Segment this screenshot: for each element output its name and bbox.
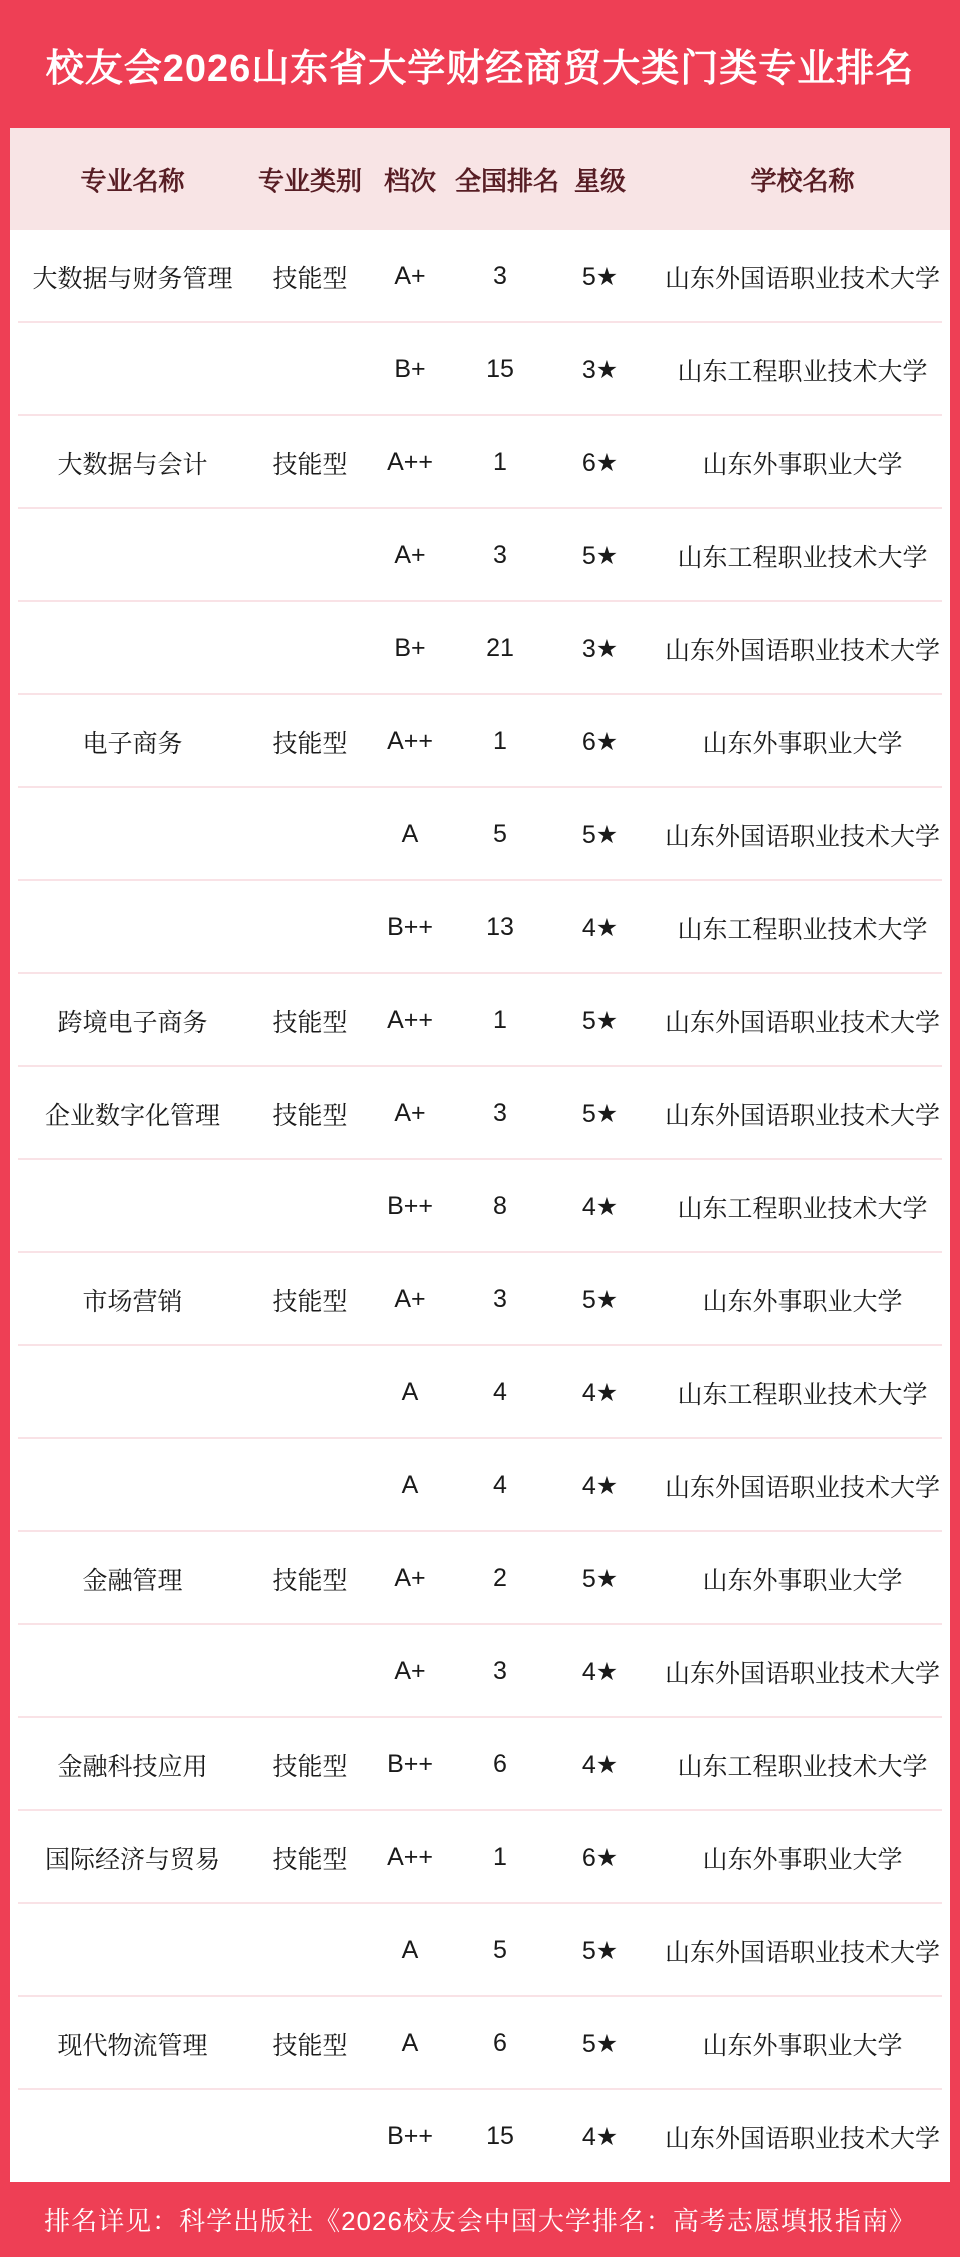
- cell-school: 山东外国语职业技术大学: [664, 822, 940, 851]
- page-title: 校友会2026山东省大学财经商贸大类门类专业排名: [45, 47, 915, 90]
- table-row: [10, 1439, 950, 1532]
- cell-grade: A: [401, 1471, 419, 1499]
- table-row: [10, 1253, 950, 1346]
- cell-star-level: 4★: [581, 1750, 619, 1779]
- cell-star-level: 6★: [581, 1843, 619, 1872]
- cell-national-rank: 3: [493, 1285, 507, 1313]
- cell-grade: A+: [394, 1657, 426, 1685]
- cell-national-rank: 3: [493, 1657, 507, 1685]
- ranking-table-card: [10, 128, 950, 2182]
- cell-grade: B++: [387, 2122, 433, 2150]
- table-row: [10, 602, 950, 695]
- cell-school: 山东外事职业大学: [702, 1287, 903, 1316]
- cell-star-level: 4★: [581, 1471, 619, 1500]
- cell-category: 技能型: [272, 2031, 348, 2060]
- cell-major: 跨境电子商务: [57, 1008, 208, 1037]
- cell-category: 技能型: [272, 1008, 348, 1037]
- cell-grade: A: [401, 1378, 419, 1406]
- table-row: [10, 1067, 950, 1160]
- table-row: [10, 974, 950, 1067]
- table-row: [10, 1625, 950, 1718]
- cell-category: 技能型: [272, 1566, 348, 1595]
- cell-school: 山东外国语职业技术大学: [664, 264, 940, 293]
- cell-national-rank: 5: [493, 820, 507, 848]
- header-cell-category: 专业类别: [257, 165, 362, 196]
- table-row: [10, 1904, 950, 1997]
- cell-national-rank: 13: [486, 913, 514, 941]
- cell-category: 技能型: [272, 1287, 348, 1316]
- table-row: [10, 323, 950, 416]
- cell-category: 技能型: [272, 264, 348, 293]
- header-cell-major: 专业名称: [80, 165, 185, 196]
- cell-school: 山东外事职业大学: [702, 729, 903, 758]
- cell-category: 技能型: [272, 1845, 348, 1874]
- table-row: [10, 788, 950, 881]
- table-row: [10, 509, 950, 602]
- cell-school: 山东工程职业技术大学: [677, 1380, 928, 1409]
- table-row: [10, 2090, 950, 2183]
- header-cell-school: 学校名称: [750, 165, 855, 196]
- table-row: [10, 1160, 950, 1253]
- cell-major: 电子商务: [82, 729, 183, 758]
- cell-school: 山东外国语职业技术大学: [664, 1473, 940, 1502]
- cell-star-level: 5★: [581, 2029, 619, 2058]
- cell-major: 大数据与财务管理: [32, 264, 233, 293]
- cell-star-level: 4★: [581, 913, 619, 942]
- cell-national-rank: 5: [493, 1936, 507, 1964]
- cell-national-rank: 1: [493, 1006, 507, 1034]
- cell-grade: A+: [394, 1099, 426, 1127]
- cell-school: 山东外事职业大学: [702, 1566, 903, 1595]
- cell-star-level: 5★: [581, 1564, 619, 1593]
- cell-national-rank: 4: [493, 1471, 507, 1499]
- footer-note: 排名详见：科学出版社《2026校友会中国大学排名：高考志愿填报指南》: [44, 2206, 916, 2236]
- table-body: [10, 230, 950, 2183]
- cell-national-rank: 3: [493, 541, 507, 569]
- cell-star-level: 5★: [581, 1936, 619, 1965]
- cell-star-level: 5★: [581, 820, 619, 849]
- cell-national-rank: 6: [493, 2029, 507, 2057]
- cell-school: 山东外国语职业技术大学: [664, 1659, 940, 1688]
- table-row: [10, 230, 950, 323]
- cell-national-rank: 8: [493, 1192, 507, 1220]
- cell-grade: A: [401, 2029, 419, 2057]
- table-row: [10, 1346, 950, 1439]
- table-row: [10, 416, 950, 509]
- cell-major: 市场营销: [82, 1287, 183, 1316]
- cell-grade: A+: [394, 262, 426, 290]
- cell-school: 山东外国语职业技术大学: [664, 1101, 940, 1130]
- cell-star-level: 5★: [581, 541, 619, 570]
- cell-school: 山东外事职业大学: [702, 2031, 903, 2060]
- cell-grade: A++: [387, 1006, 433, 1034]
- cell-school: 山东外事职业大学: [702, 450, 903, 479]
- page-title-banner: [0, 0, 960, 128]
- cell-grade: A+: [394, 541, 426, 569]
- cell-grade: B++: [387, 1750, 433, 1778]
- cell-grade: A+: [394, 1285, 426, 1313]
- cell-school: 山东外事职业大学: [702, 1845, 903, 1874]
- cell-star-level: 4★: [581, 1657, 619, 1686]
- table-header-row: [10, 128, 950, 230]
- cell-grade: B+: [394, 355, 426, 383]
- cell-star-level: 5★: [581, 1006, 619, 1035]
- cell-school: 山东工程职业技术大学: [677, 1752, 928, 1781]
- cell-star-level: 6★: [581, 727, 619, 756]
- cell-category: 技能型: [272, 1752, 348, 1781]
- cell-school: 山东工程职业技术大学: [677, 1194, 928, 1223]
- cell-star-level: 5★: [581, 262, 619, 291]
- cell-grade: B++: [387, 1192, 433, 1220]
- cell-grade: B++: [387, 913, 433, 941]
- cell-school: 山东工程职业技术大学: [677, 357, 928, 386]
- cell-category: 技能型: [272, 1101, 348, 1130]
- cell-grade: A: [401, 1936, 419, 1964]
- cell-major: 企业数字化管理: [44, 1101, 220, 1130]
- cell-star-level: 3★: [581, 634, 619, 663]
- cell-star-level: 4★: [581, 2122, 619, 2151]
- cell-star-level: 5★: [581, 1285, 619, 1314]
- cell-national-rank: 2: [493, 1564, 507, 1592]
- cell-national-rank: 1: [493, 727, 507, 755]
- cell-national-rank: 1: [493, 1843, 507, 1871]
- cell-star-level: 6★: [581, 448, 619, 477]
- cell-grade: A++: [387, 448, 433, 476]
- cell-national-rank: 3: [493, 262, 507, 290]
- table-row: [10, 1718, 950, 1811]
- cell-school: 山东外国语职业技术大学: [664, 1008, 940, 1037]
- cell-national-rank: 15: [486, 355, 514, 383]
- cell-grade: A++: [387, 727, 433, 755]
- cell-national-rank: 6: [493, 1750, 507, 1778]
- cell-grade: A++: [387, 1843, 433, 1871]
- cell-category: 技能型: [272, 450, 348, 479]
- table-row: [10, 1997, 950, 2090]
- table-row: [10, 1811, 950, 1904]
- cell-national-rank: 1: [493, 448, 507, 476]
- cell-national-rank: 15: [486, 2122, 514, 2150]
- cell-major: 国际经济与贸易: [44, 1845, 220, 1874]
- cell-grade: B+: [394, 634, 426, 662]
- cell-national-rank: 3: [493, 1099, 507, 1127]
- cell-star-level: 4★: [581, 1378, 619, 1407]
- cell-school: 山东外国语职业技术大学: [664, 2124, 940, 2153]
- cell-major: 金融管理: [82, 1566, 183, 1595]
- cell-school: 山东外国语职业技术大学: [664, 1938, 940, 1967]
- cell-national-rank: 21: [486, 634, 514, 662]
- cell-school: 山东外国语职业技术大学: [664, 636, 940, 665]
- header-cell-star-level: 星级: [573, 165, 626, 196]
- cell-category: 技能型: [272, 729, 348, 758]
- table-row: [10, 1532, 950, 1625]
- cell-national-rank: 4: [493, 1378, 507, 1406]
- cell-grade: A+: [394, 1564, 426, 1592]
- cell-star-level: 5★: [581, 1099, 619, 1128]
- table-row: [10, 881, 950, 974]
- cell-major: 现代物流管理: [57, 2031, 208, 2060]
- cell-grade: A: [401, 820, 419, 848]
- footer-bar: [0, 2182, 960, 2257]
- table-row: [10, 695, 950, 788]
- cell-school: 山东工程职业技术大学: [677, 543, 928, 572]
- cell-star-level: 3★: [581, 355, 619, 384]
- header-cell-grade: 档次: [383, 165, 436, 196]
- header-cell-national-rank: 全国排名: [455, 165, 560, 196]
- cell-school: 山东工程职业技术大学: [677, 915, 928, 944]
- cell-star-level: 4★: [581, 1192, 619, 1221]
- cell-major: 大数据与会计: [57, 450, 208, 479]
- cell-major: 金融科技应用: [57, 1752, 208, 1781]
